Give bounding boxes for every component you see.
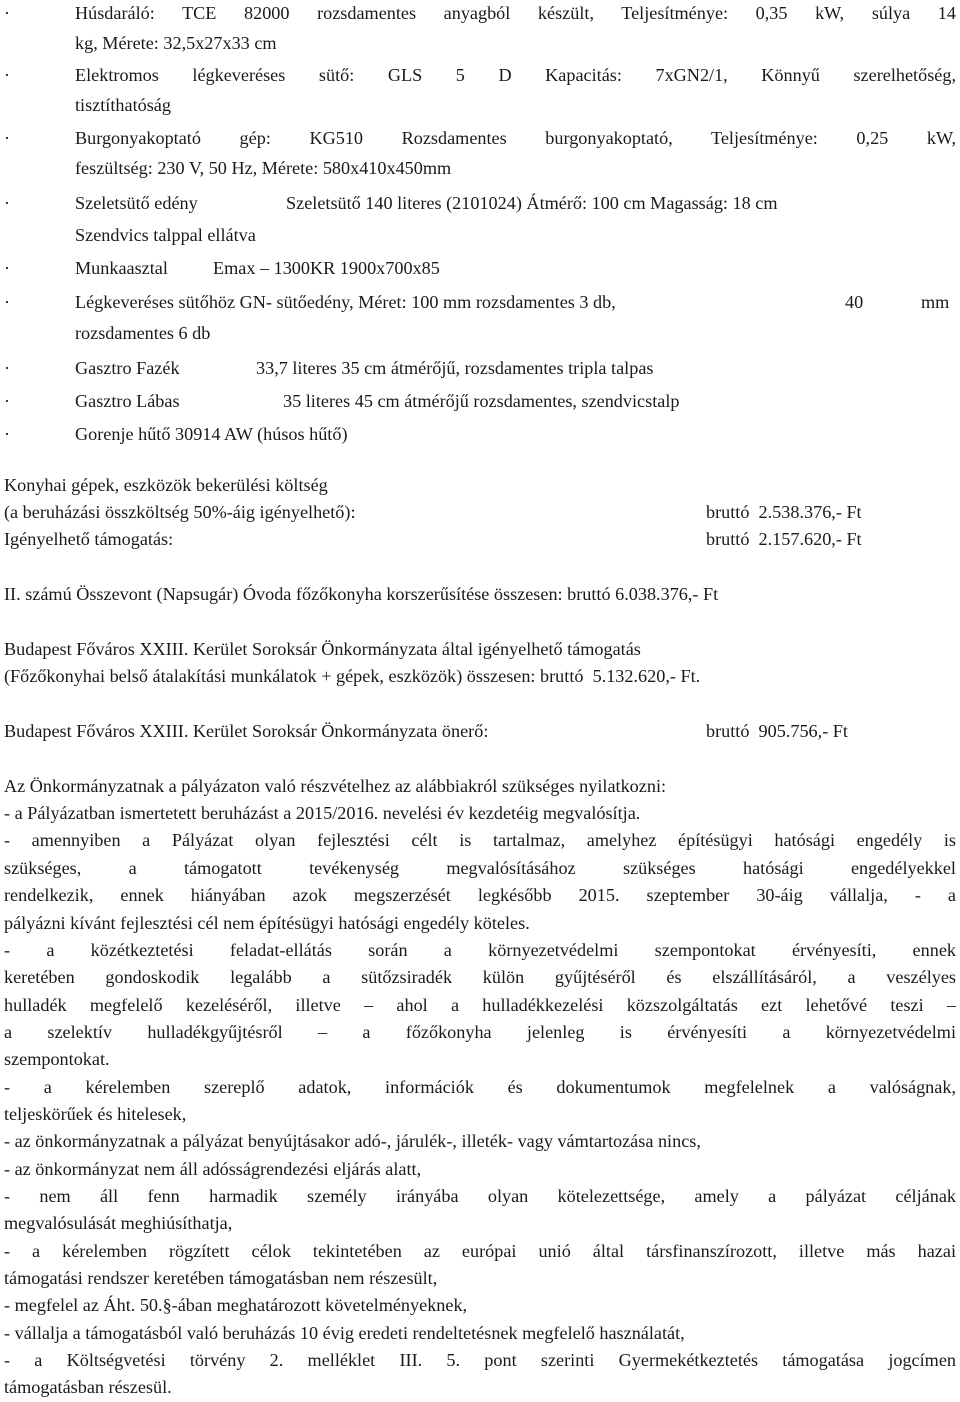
declaration-line: - a Költségvetési törvény 2. melléklet III. 5. pont szerinti Gyermekétkeztetés támogatása jogcímen: [4, 1350, 956, 1370]
declarations-intro: Az Önkormányzatnak a pályázaton való részvételhez az alábbiakról szükséges nyilatkozni:: [4, 776, 667, 796]
item-detail: 35 literes 45 cm átmérőjű rozsdamentes, szendvicstalp: [283, 391, 680, 411]
item-name: Gasztro Fazék: [75, 358, 180, 378]
declaration-line: - a Pályázatban ismertetett beruházást a 2015/2016. nevelési év kezdetéig megvalósítja.: [4, 803, 641, 823]
declaration-line: rendelkezik, ennek hiányában azok megszerzését legkésőbb 2015. szeptember 30-áig vállalja, - a: [4, 885, 956, 905]
declaration-line: - a kérelemben rögzített célok tekintetében az európai unió által társfinanszírozott, illetve más hazai: [4, 1241, 956, 1261]
bullet-mark: ·: [4, 65, 11, 85]
own-label: Budapest Főváros XXIII. Kerület Soroksár Önkormányzata önerő:: [4, 721, 489, 741]
declaration-line: szempontokat.: [4, 1049, 110, 1069]
declaration-line: keretében gondoskodik legalább a sütőzsiradék külön gyűjtéséről és elszállításáról, a veszélyes: [4, 967, 956, 987]
declaration-line: - megfelel az Áht. 50.§-ában meghatározott követelményeknek,: [4, 1295, 468, 1315]
declaration-line: megvalósulását meghiúsíthatja,: [4, 1213, 233, 1233]
declaration-line: - nem áll fenn harmadik személy irányába olyan kötelezettsége, amely a pályázat céljának: [4, 1186, 956, 1206]
item-text-continued: tisztíthatóság: [75, 95, 171, 115]
declaration-line: - vállalja a támogatásból való beruházás 10 évig eredeti rendeltetésnek megfelelő használatát,: [4, 1323, 685, 1343]
support-label: Igényelhető támogatás:: [4, 529, 174, 549]
declaration-line: - a közétkeztetési feladat-ellátás során a környezetvédelmi szempontokat érvényesíti, ennek: [4, 940, 956, 960]
support-line-1: Budapest Főváros XXIII. Kerület Soroksár Önkormányzata által igényelhető támogatás: [4, 639, 641, 659]
cost-value: bruttó 2.538.376,- Ft: [706, 502, 862, 522]
bullet-mark: ·: [4, 358, 11, 378]
declaration-line: teljeskörűek és hitelesek,: [4, 1104, 187, 1124]
item-text-continued: kg, Mérete: 32,5x27x33 cm: [75, 33, 277, 53]
item-text: Burgonyakoptató gép: KG510 Rozsdamentes burgonyakoptató, Teljesítménye: 0,25 kW,: [75, 128, 956, 148]
item-unit: mm: [921, 292, 950, 312]
declaration-line: pályázni kívánt fejlesztési cél nem építésügyi hatósági engedély köteles.: [4, 913, 530, 933]
item-text-continued: feszültség: 230 V, 50 Hz, Mérete: 580x410x450mm: [75, 158, 452, 178]
declaration-line: támogatási rendszer keretében támogatásban nem részesült,: [4, 1268, 438, 1288]
bullet-mark: ·: [4, 258, 11, 278]
declaration-line: támogatásban részesül.: [4, 1377, 172, 1397]
item-detail: 33,7 literes 35 cm átmérőjű, rozsdamentes tripla talpas: [256, 358, 654, 378]
support-line-2: (Főzőkonyhai belső átalakítási munkálatok + gépek, eszközök) összesen: bruttó 5.132.620,- Ft.: [4, 666, 701, 686]
bullet-mark: ·: [4, 128, 11, 148]
bullet-mark: ·: [4, 424, 11, 444]
declaration-line: hulladék megfelelő kezeléséről, illetve – ahol a hulladékkezelési közszolgáltatás ezt lehetővé teszi –: [4, 995, 956, 1015]
declaration-line: - az önkormányzat nem áll adósságrendezési eljárás alatt,: [4, 1159, 422, 1179]
declaration-line: - az önkormányzatnak a pályázat benyújtásakor adó-, járulék-, illeték- vagy vámtartozása nincs,: [4, 1131, 701, 1151]
own-value: bruttó 905.756,- Ft: [706, 721, 848, 741]
support-value: bruttó 2.157.620,- Ft: [706, 529, 862, 549]
cost-title: Konyhai gépek, eszközök bekerülési költség: [4, 475, 328, 495]
bullet-mark: ·: [4, 391, 11, 411]
item-detail: Szeletsütő 140 literes (2101024) Átmérő: 100 cm Magasság: 18 cm: [286, 193, 778, 213]
cost-label: (a beruházási összköltség 50%-áig igényelhető):: [4, 502, 356, 522]
declaration-line: - a kérelemben szereplő adatok, információk és dokumentumok megfelelnek a valóságnak,: [4, 1077, 956, 1097]
declaration-line: szükséges, a támogatott tevékenység megvalósításához szükséges hatósági engedélyekkel: [4, 858, 956, 878]
item-name: Légkeveréses sütőhöz GN- sütőedény, Méret: 100 mm rozsdamentes 3 db,: [75, 292, 616, 312]
item-text: Elektromos légkeveréses sütő: GLS 5 D Kapacitás: 7xGN2/1, Könnyű szerelhetőség,: [75, 65, 956, 85]
item-name: Gorenje hűtő 30914 AW (húsos hűtő): [75, 424, 348, 444]
item-text: Húsdaráló: TCE 82000 rozsdamentes anyagból készült, Teljesítménye: 0,35 kW, súlya 14: [75, 3, 956, 23]
total-line: II. számú Összevont (Napsugár) Óvoda főzőkonyha korszerűsítése összesen: bruttó 6.038.376,- Ft: [4, 584, 719, 604]
item-text-continued: Szendvics talppal ellátva: [75, 225, 256, 245]
item-name: Munkaasztal: [75, 258, 168, 278]
bullet-mark: ·: [4, 3, 11, 23]
item-size: 40: [845, 292, 864, 312]
bullet-mark: ·: [4, 292, 11, 312]
item-text-continued: rozsdamentes 6 db: [75, 323, 211, 343]
item-name: Szeletsütő edény: [75, 193, 198, 213]
declaration-line: - amennyiben a Pályázat olyan fejlesztési célt is tartalmaz, amelyhez építésügyi hatósági engedély is: [4, 830, 956, 850]
declaration-line: a szelektív hulladékgyűjtésről – a főzőkonyha jelenleg is érvényesíti a környezetvédelmi: [4, 1022, 956, 1042]
bullet-mark: ·: [4, 193, 11, 213]
item-detail: Emax – 1300KR 1900x700x85: [213, 258, 440, 278]
item-name: Gasztro Lábas: [75, 391, 180, 411]
